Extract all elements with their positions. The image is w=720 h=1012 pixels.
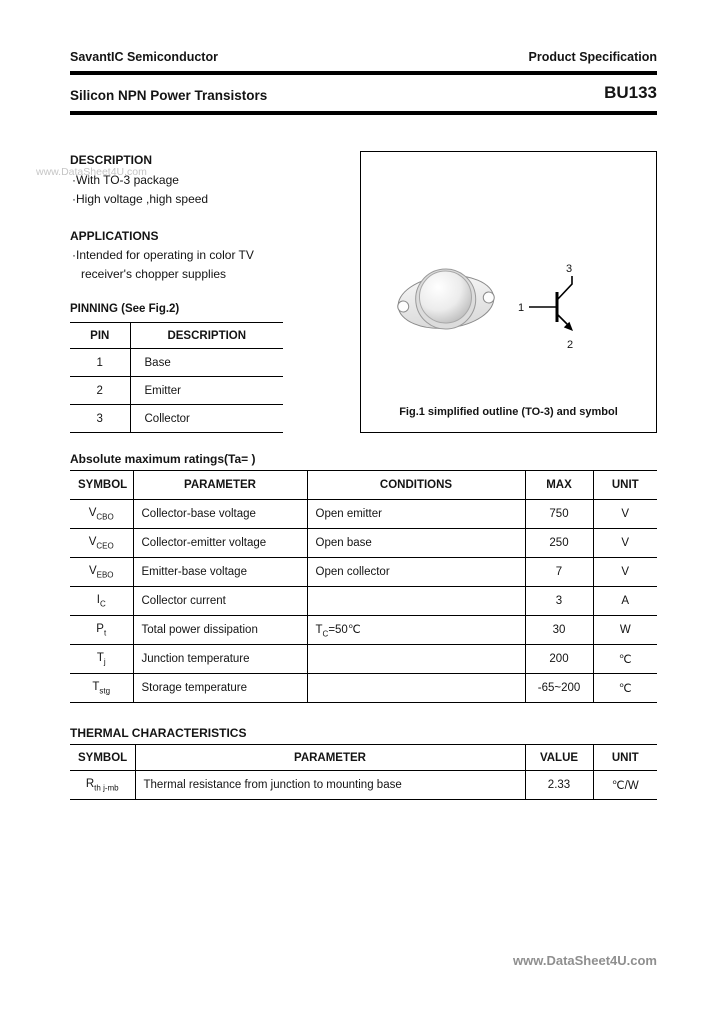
col-unit: UNIT <box>593 745 657 771</box>
parameter-cell: Thermal resistance from junction to mounting base <box>135 771 525 800</box>
max-cell: 200 <box>525 645 593 674</box>
collector-pin-label: 3 <box>566 263 573 275</box>
thermal-heading: THERMAL CHARACTERISTICS <box>70 726 247 740</box>
symbol-cell: $V_{CBO}$ <box>70 500 133 529</box>
max-cell: 7 <box>525 558 593 587</box>
pinning-header-row <box>70 323 283 349</box>
conditions-cell: $T_C=50℃$ <box>307 616 525 645</box>
watermark-top: www.DataSheet4U.com <box>36 166 147 178</box>
ratings-table <box>70 470 657 703</box>
ratings-row <box>70 500 657 529</box>
col-max: MAX <box>525 471 593 500</box>
applications-heading: APPLICATIONS <box>70 229 159 243</box>
pin-description: Emitter <box>130 377 283 405</box>
company-name: SavantIC Semiconductor <box>70 50 218 64</box>
symbol-cell: $V_{EBO}$ <box>70 558 133 587</box>
npn-transistor-symbol <box>529 276 573 331</box>
unit-cell: A <box>593 587 657 616</box>
unit-cell: ℃ <box>593 674 657 703</box>
max-cell: 30 <box>525 616 593 645</box>
ratings-row <box>70 616 657 645</box>
ratings-row <box>70 645 657 674</box>
col-value: VALUE <box>525 745 593 771</box>
unit-cell: V <box>593 500 657 529</box>
col-pin: PIN <box>70 323 130 349</box>
unit-cell: V <box>593 558 657 587</box>
ratings-row <box>70 558 657 587</box>
max-cell: 750 <box>525 500 593 529</box>
parameter-cell: Junction temperature <box>133 645 307 674</box>
conditions-cell <box>307 674 525 703</box>
conditions-cell: Open collector <box>307 558 525 587</box>
col-conditions: CONDITIONS <box>307 471 525 500</box>
conditions-cell <box>307 587 525 616</box>
symbol-cell: $T_j$ <box>70 645 133 674</box>
col-symbol: SYMBOL <box>70 745 135 771</box>
applications-line: receiver's chopper supplies <box>81 267 227 281</box>
pinning-heading: PINNING (See Fig.2) <box>70 303 180 315</box>
figure-caption: Fig.1 simplified outline (TO-3) and symbol <box>399 406 618 418</box>
pin-number: 1 <box>70 349 130 377</box>
unit-cell: ℃/W <box>593 771 657 800</box>
mounting-hole <box>397 300 409 312</box>
conditions-cell: Open base <box>307 529 525 558</box>
max-cell: 250 <box>525 529 593 558</box>
pin-number: 2 <box>70 377 130 405</box>
thermal-row <box>70 771 657 800</box>
unit-cell: W <box>593 616 657 645</box>
symbol-cell: $R_{th j-mb}$ <box>70 771 135 800</box>
ratings-row <box>70 529 657 558</box>
symbol-cell: $I_C$ <box>70 587 133 616</box>
watermark-bottom: www.DataSheet4U.com <box>512 953 657 968</box>
symbol-cell: $V_{CEO}$ <box>70 529 133 558</box>
conditions-cell <box>307 645 525 674</box>
parameter-cell: Collector-emitter voltage <box>133 529 307 558</box>
parameter-cell: Collector-base voltage <box>133 500 307 529</box>
base-pin-label: 1 <box>518 302 525 314</box>
part-number: BU133 <box>604 83 657 102</box>
to3-package <box>394 264 497 334</box>
col-symbol: SYMBOL <box>70 471 133 500</box>
figure-box <box>360 151 657 433</box>
description-item: ·With TO-3 package <box>72 173 179 187</box>
symbol-cell: $T_{stg}$ <box>70 674 133 703</box>
to3-outline-and-symbol-drawing <box>361 152 656 432</box>
spec-label: Product Specification <box>528 50 657 64</box>
parameter-cell: Emitter-base voltage <box>133 558 307 587</box>
pin-description: Collector <box>130 405 283 433</box>
col-unit: UNIT <box>593 471 657 500</box>
ratings-heading: Absolute maximum ratings(Ta= ) <box>70 452 256 466</box>
description-item: ·High voltage ,high speed <box>72 192 209 206</box>
pinning-row <box>70 349 283 377</box>
emitter-pin-label: 2 <box>567 339 574 351</box>
pinning-table <box>70 322 283 433</box>
ratings-header-row <box>70 471 657 500</box>
max-cell: 3 <box>525 587 593 616</box>
doc-title: Silicon NPN Power Transistors <box>70 88 268 103</box>
divider-rule <box>70 71 657 75</box>
col-description: DESCRIPTION <box>130 323 283 349</box>
applications-line: ·Intended for operating in color TV <box>72 248 254 262</box>
pin-description: Base <box>130 349 283 377</box>
parameter-cell: Storage temperature <box>133 674 307 703</box>
ratings-row <box>70 674 657 703</box>
ratings-row <box>70 587 657 616</box>
symbol-cell: $P_t$ <box>70 616 133 645</box>
value-cell: 2.33 <box>525 771 593 800</box>
thermal-header-row <box>70 745 657 771</box>
col-parameter: PARAMETER <box>133 471 307 500</box>
unit-cell: ℃ <box>593 645 657 674</box>
thermal-table <box>70 744 657 800</box>
divider-rule <box>70 111 657 115</box>
col-parameter: PARAMETER <box>135 745 525 771</box>
pinning-row <box>70 405 283 433</box>
max-cell: -65~200 <box>525 674 593 703</box>
unit-cell: V <box>593 529 657 558</box>
mounting-hole <box>483 291 495 303</box>
description-heading: DESCRIPTION <box>70 153 153 167</box>
parameter-cell: Collector current <box>133 587 307 616</box>
pin-number: 3 <box>70 405 130 433</box>
pinning-row <box>70 377 283 405</box>
conditions-cell: Open emitter <box>307 500 525 529</box>
parameter-cell: Total power dissipation <box>133 616 307 645</box>
